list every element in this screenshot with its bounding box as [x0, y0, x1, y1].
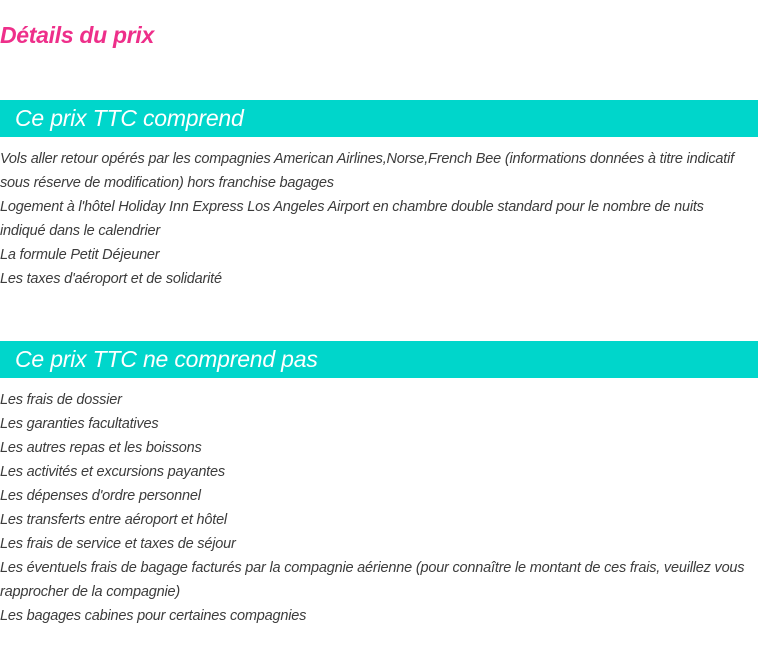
excluded-item: Les bagages cabines pour certaines compagnies	[0, 608, 307, 624]
excluded-section	[0, 341, 758, 628]
included-header	[0, 100, 758, 137]
excluded-item: Les autres repas et les boissons	[0, 440, 202, 456]
page-title: Détails du prix	[0, 22, 154, 48]
excluded-header	[0, 341, 758, 378]
included-section	[0, 100, 758, 291]
included-heading: Ce prix TTC comprend	[15, 105, 244, 131]
excluded-item: Les éventuels frais de bagage facturés par la compagnie aérienne (pour connaître le montant de ces frais, veuillez vous rapprocher de la compagnie)	[0, 560, 745, 600]
included-item: Vols aller retour opérés par les compagnies American Airlines,Norse,French Bee (informations données à titre indicatif sous réserve de modification) hors franchise bagages	[0, 151, 734, 191]
excluded-item: Les transferts entre aéroport et hôtel	[0, 512, 227, 528]
included-item: Les taxes d'aéroport et de solidarité	[0, 271, 222, 287]
excluded-item: Les activités et excursions payantes	[0, 464, 225, 480]
included-item: Logement à l'hôtel Holiday Inn Express Los Angeles Airport en chambre double standard pour le nombre de nuits indiqué dans le calendrier	[0, 199, 704, 239]
excluded-list	[0, 388, 758, 628]
excluded-item: Les frais de dossier	[0, 392, 122, 408]
excluded-item: Les frais de service et taxes de séjour	[0, 536, 236, 552]
included-list	[0, 147, 758, 291]
excluded-item: Les dépenses d'ordre personnel	[0, 488, 201, 504]
excluded-item: Les garanties facultatives	[0, 416, 159, 432]
excluded-heading: Ce prix TTC ne comprend pas	[15, 346, 318, 372]
included-item: La formule Petit Déjeuner	[0, 247, 160, 263]
